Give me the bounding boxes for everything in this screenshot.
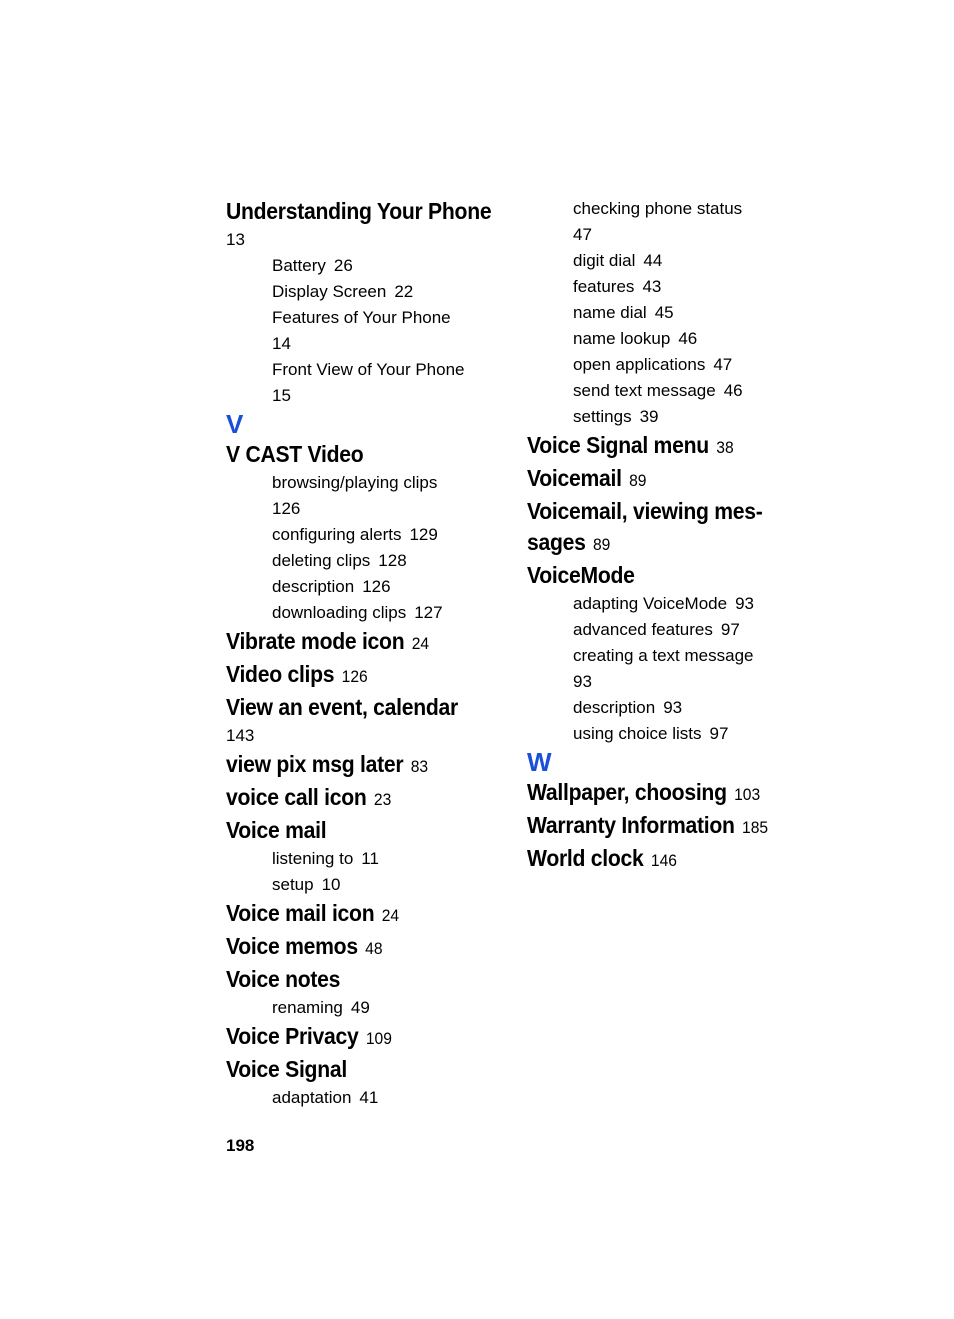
- index-entry: [226, 1021, 493, 1054]
- entry-page: 49: [350, 998, 370, 1017]
- entry-term: Display Screen: [272, 282, 387, 301]
- index-subentry: [226, 600, 516, 626]
- entry-term: digit dial: [573, 251, 636, 270]
- entry-term: 14: [272, 334, 291, 353]
- index-subentry: [226, 383, 516, 409]
- entry-term: Video clips: [226, 661, 335, 687]
- entry-page: 89: [629, 471, 647, 490]
- index-subentry: [226, 574, 516, 600]
- entry-page: 23: [373, 790, 392, 809]
- entry-page: 127: [414, 603, 443, 622]
- entry-page: 46: [678, 329, 698, 348]
- entry-term: Voice Signal menu: [527, 432, 709, 458]
- index-entry: [226, 931, 493, 964]
- entry-page: 39: [639, 407, 659, 426]
- entry-term: name lookup: [573, 329, 671, 348]
- entry-term: advanced features: [573, 620, 713, 639]
- entry-page: 83: [410, 757, 429, 776]
- index-subentry: [226, 470, 516, 496]
- index-entry: [226, 749, 493, 782]
- entry-page: 45: [654, 303, 674, 322]
- entry-term: sages: [527, 529, 586, 555]
- entry-term: description: [272, 577, 355, 596]
- entry-term: 126: [272, 499, 301, 518]
- entry-page: 22: [394, 282, 414, 301]
- entry-page: 146: [650, 851, 677, 870]
- entry-term: 15: [272, 386, 291, 405]
- entry-term: adapting VoiceMode: [573, 594, 728, 613]
- index-entry: [527, 560, 803, 591]
- entry-term: settings: [573, 407, 632, 426]
- entry-term: listening to: [272, 849, 354, 868]
- index-subentry: [226, 496, 516, 522]
- index-column-left: [226, 196, 516, 1111]
- index-entry: [527, 527, 803, 560]
- page-reference-line: 13: [226, 230, 245, 249]
- entry-page: 129: [409, 525, 438, 544]
- entry-term: Voice Signal: [226, 1056, 347, 1082]
- entry-term: browsing/playing clips: [272, 473, 438, 492]
- entry-page: 38: [716, 438, 734, 457]
- entry-term: Wallpaper, choosing: [527, 779, 727, 805]
- index-subentry: [527, 617, 827, 643]
- index-subentry: [226, 846, 516, 872]
- entry-page: 97: [709, 724, 729, 743]
- entry-term: renaming: [272, 998, 343, 1017]
- entry-page: 126: [341, 667, 368, 686]
- entry-term: setup: [272, 875, 314, 894]
- entry-page: 89: [592, 535, 611, 554]
- index-entry: [226, 964, 493, 995]
- entry-term: 47: [573, 225, 592, 244]
- entry-term: description: [573, 698, 656, 717]
- entry-page: 11: [361, 849, 379, 868]
- entry-term: open applications: [573, 355, 706, 374]
- entry-term: V CAST Video: [226, 441, 364, 467]
- index-subentry: [527, 721, 827, 747]
- entry-page: 43: [642, 277, 662, 296]
- entry-term: configuring alerts: [272, 525, 402, 544]
- index-entry: [226, 659, 493, 692]
- entry-page: 48: [365, 939, 383, 958]
- index-subentry: [527, 274, 827, 300]
- entry-term: Voice notes: [226, 966, 341, 992]
- entry-term: World clock: [527, 845, 644, 871]
- entry-term: creating a text message: [573, 646, 754, 665]
- entry-page: 93: [663, 698, 683, 717]
- index-entry: [527, 463, 803, 496]
- entry-page: 41: [359, 1088, 379, 1107]
- entry-page: 103: [734, 785, 761, 804]
- entry-term: checking phone status: [573, 199, 743, 218]
- entry-page: 93: [735, 594, 754, 613]
- index-entry: [527, 810, 803, 843]
- entry-page: 26: [333, 256, 353, 275]
- entry-term: View an event, calendar: [226, 694, 459, 720]
- index-subentry: [226, 995, 516, 1021]
- entry-term: 93: [573, 672, 592, 691]
- index-subentry: [527, 591, 827, 617]
- index-subentry: [226, 331, 516, 357]
- index-entry: [226, 626, 493, 659]
- entry-term: downloading clips: [272, 603, 407, 622]
- entry-page: 24: [381, 906, 400, 925]
- entry-page: 126: [362, 577, 391, 596]
- index-subentry: [527, 196, 827, 222]
- index-entry: [226, 815, 493, 846]
- index-subentry: [226, 872, 516, 898]
- index-subentry: [527, 222, 827, 248]
- entry-term: Voicemail: [527, 465, 622, 491]
- index-subentry: [527, 404, 827, 430]
- entry-page: 10: [321, 875, 341, 894]
- entry-term: name dial: [573, 303, 647, 322]
- index-entry: [527, 430, 803, 463]
- index-column-right: [527, 196, 827, 876]
- index-entry: [226, 1054, 493, 1085]
- index-subentry: [226, 305, 516, 331]
- entry-page: 46: [723, 381, 743, 400]
- index-entry: [527, 843, 803, 876]
- index-entry: [226, 898, 493, 931]
- entry-page: 44: [643, 251, 663, 270]
- entry-page: 97: [720, 620, 740, 639]
- section-letter: W: [527, 747, 552, 777]
- index-subentry: [527, 352, 827, 378]
- index-subentry: [226, 522, 516, 548]
- entry-term: Voicemail, viewing mes-: [527, 498, 763, 524]
- entry-term: VoiceMode: [527, 562, 635, 588]
- entry-term: deleting clips: [272, 551, 371, 570]
- entry-term: adaptation: [272, 1088, 352, 1107]
- index-entry: [527, 777, 803, 810]
- entry-term: Understanding Your Phone: [226, 198, 492, 224]
- index-subentry: [527, 669, 827, 695]
- entry-term: Voice mail icon: [226, 900, 375, 926]
- index-subentry: [527, 378, 827, 404]
- entry-term: Voice Privacy: [226, 1023, 359, 1049]
- entry-page: 24: [411, 634, 430, 653]
- index-subentry: [226, 548, 516, 574]
- entry-term: voice call icon: [226, 784, 367, 810]
- index-entry: [226, 196, 493, 227]
- entry-page: 109: [365, 1029, 392, 1048]
- entry-page: 128: [378, 551, 407, 570]
- index-subentry: [226, 253, 516, 279]
- index-entry: [226, 439, 493, 470]
- section-letter: V: [226, 409, 244, 439]
- entry-term: view pix msg later: [226, 751, 404, 777]
- page-reference-line: 143: [226, 726, 255, 745]
- index-subentry: [527, 300, 827, 326]
- entry-term: Battery: [272, 256, 326, 275]
- index-subentry: [527, 643, 827, 669]
- index-subentry: [527, 695, 827, 721]
- entry-term: features: [573, 277, 635, 296]
- index-subentry: [527, 326, 827, 352]
- entry-term: Voice memos: [226, 933, 358, 959]
- entry-term: using choice lists: [573, 724, 702, 743]
- index-subentry: [226, 1085, 516, 1111]
- entry-term: Warranty Information: [527, 812, 735, 838]
- entry-page: 47: [713, 355, 733, 374]
- index-entry: [226, 782, 493, 815]
- index-subentry: [226, 279, 516, 305]
- index-subentry: [226, 357, 516, 383]
- entry-term: Front View of Your Phone: [272, 360, 465, 379]
- entry-term: Voice mail: [226, 817, 327, 843]
- index-entry: [226, 692, 493, 723]
- entry-page: 185: [742, 818, 769, 837]
- entry-term: Features of Your Phone: [272, 308, 451, 327]
- entry-term: send text message: [573, 381, 716, 400]
- index-entry: [527, 496, 803, 527]
- page-number: 198: [226, 1136, 255, 1155]
- entry-term: Vibrate mode icon: [226, 628, 405, 654]
- index-subentry: [527, 248, 827, 274]
